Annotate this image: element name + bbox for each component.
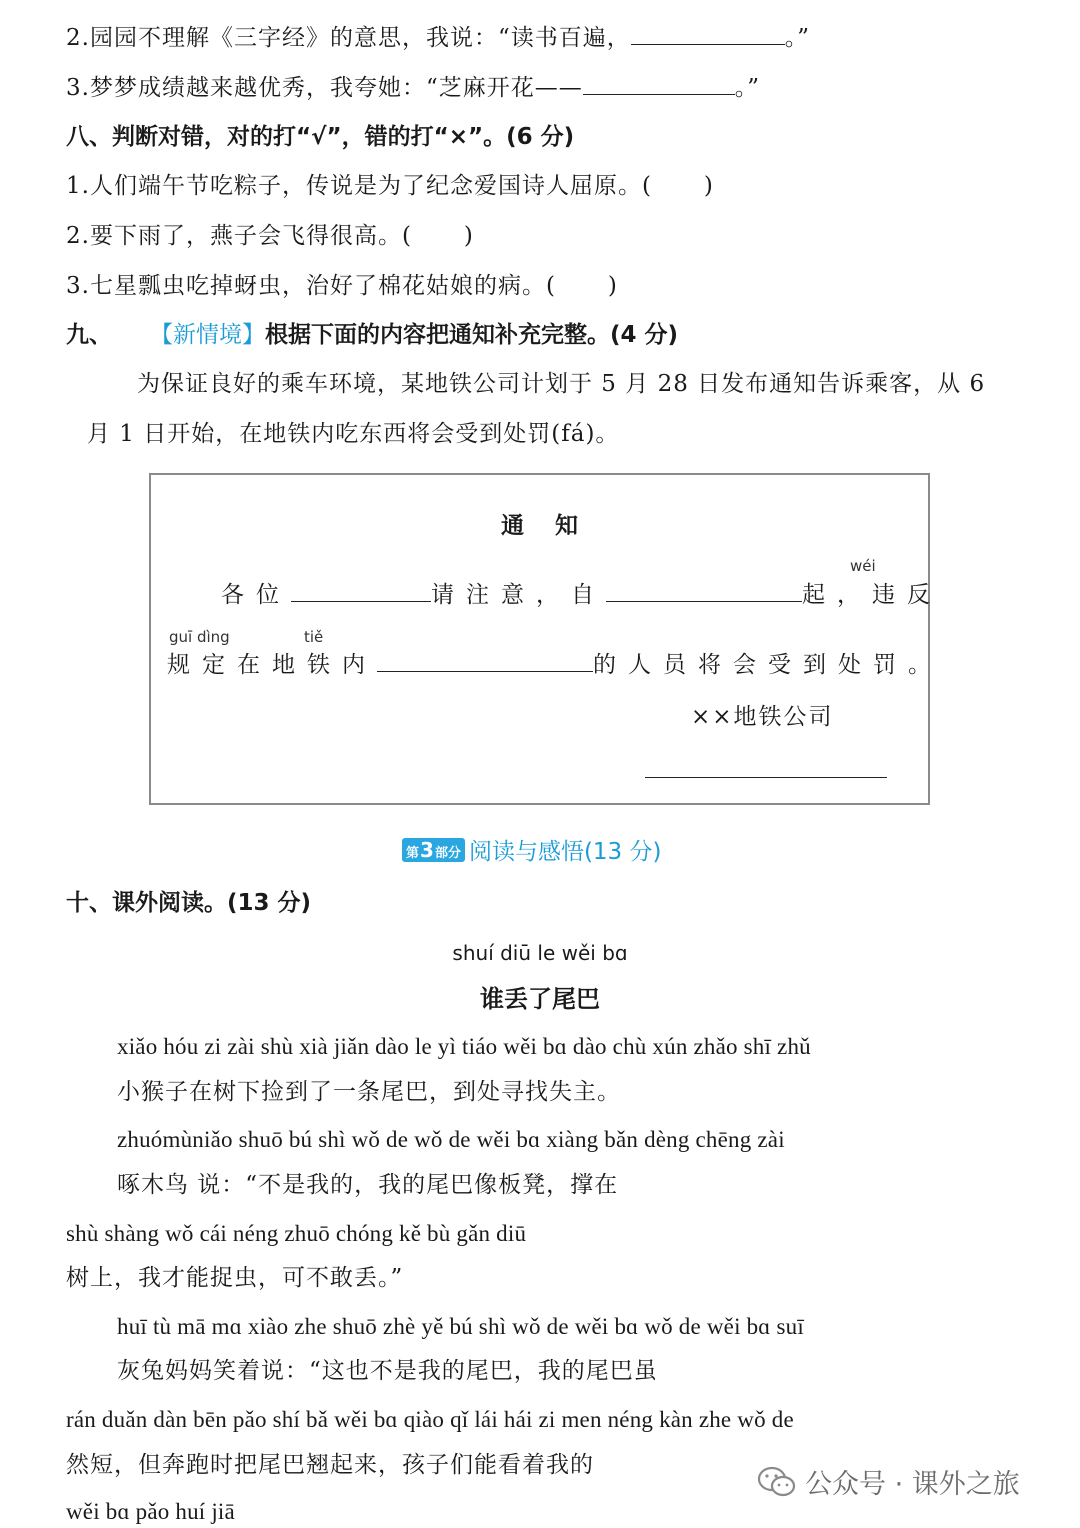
notice-line-1: 各位 请注意，自 起，违反: [221, 576, 942, 609]
watermark-text: 公众号 · 课外之旅: [805, 1469, 1020, 1500]
notice-title: 通 知: [501, 513, 582, 539]
answer-blank-recipient[interactable]: [291, 579, 431, 602]
notice-box: [149, 473, 943, 805]
story-text-line: 灰兔妈妈笑着说：“这也不是我的尾巴，我的尾巴虽: [117, 1358, 658, 1384]
answer-blank-date[interactable]: [606, 579, 802, 602]
section-3-header: [402, 833, 661, 866]
story-text-line: 啄木鸟 说：“不是我的，我的尾巴像板凳，撑在: [117, 1172, 619, 1198]
new-situation-tag: 【新情境】: [150, 322, 265, 348]
q9-heading: 九、 【新情境】根据下面的内容把通知补充完整。(4 分): [66, 322, 679, 348]
q9-paragraph-2: 月 1 日开始，在地铁内吃东西将会受到处罚(fá)。: [87, 421, 620, 447]
answer-blank[interactable]: [583, 72, 735, 95]
q9-paragraph-1: 为保证良好的乘车环境，某地铁公司计划于 5 月 28 日发布通知告诉乘客，从 6: [137, 371, 986, 397]
q7-item-2: 2.园园不理解《三字经》的意思，我说：“读书百遍， 。”: [66, 22, 810, 54]
q10-heading: 十、课外阅读。(13 分): [66, 890, 312, 916]
q8-item-3: 3.七星瓢虫吃掉蚜虫，治好了棉花姑娘的病。( ): [66, 273, 618, 299]
story-text-line: 然短，但奔跑时把尾巴翘起来，孩子们能看着我的: [66, 1452, 594, 1478]
answer-blank-notice-date[interactable]: [645, 777, 887, 778]
pinyin-guiding: guī dìng: [169, 628, 230, 646]
answer-blank[interactable]: [631, 22, 785, 45]
story-pinyin-line: huī tù mā mɑ xiào zhe shuō zhè yě bú shì wǒ de wěi bɑ wǒ de wěi bɑ suī: [117, 1314, 804, 1339]
section-badge: 第 3 部分: [402, 838, 465, 862]
wechat-icon: [757, 1465, 797, 1499]
story-text-line: 小猴子在树下捡到了一条尾巴，到处寻找失主。: [117, 1079, 621, 1105]
q8-heading: 八、判断对错，对的打“√”，错的打“×”。(6 分): [66, 124, 575, 150]
pinyin-tie: tiě: [304, 628, 324, 646]
story-pinyin-line: shù shàng wǒ cái néng zhuō chóng kě bù gǎn diū: [66, 1221, 527, 1246]
story-text-line: 树上，我才能捉虫，可不敢丢。”: [66, 1265, 404, 1291]
story-pinyin-line: xiǎo hóu zi zài shù xià jiǎn dào le yì tiáo wěi bɑ dào chù xún zhǎo shī zhǔ: [117, 1034, 811, 1059]
pinyin-wei: wéi: [850, 557, 876, 575]
watermark: [757, 1462, 1020, 1501]
story-title: 谁丢了尾巴: [480, 985, 600, 1013]
q8-item-2: 2.要下雨了，燕子会飞得很高。( ): [66, 223, 474, 249]
story-title-pinyin: shuí diū le wěi bɑ: [452, 941, 628, 965]
notice-signer: ××地铁公司: [691, 704, 834, 730]
q7-item-3: 3.梦梦成绩越来越优秀，我夸她：“芝麻开花—— 。”: [66, 72, 760, 104]
story-pinyin-line: wěi bɑ pǎo huí jiā: [66, 1499, 235, 1524]
notice-line-2: 规定在地铁内 的人员将会受到处罚。: [167, 646, 943, 679]
answer-blank-behavior[interactable]: [377, 649, 593, 672]
section-title: 阅读与感悟(13 分): [468, 839, 662, 865]
story-pinyin-line: rán duǎn dàn bēn pǎo shí bǎ wěi bɑ qiào qǐ lái hái zi men néng kàn zhe wǒ de: [66, 1407, 794, 1432]
q8-item-1: 1.人们端午节吃粽子，传说是为了纪念爱国诗人屈原。( ): [66, 173, 714, 199]
story-pinyin-line: zhuómùniǎo shuō bú shì wǒ de wǒ de wěi bɑ xiàng bǎn dèng chēng zài: [117, 1127, 785, 1152]
